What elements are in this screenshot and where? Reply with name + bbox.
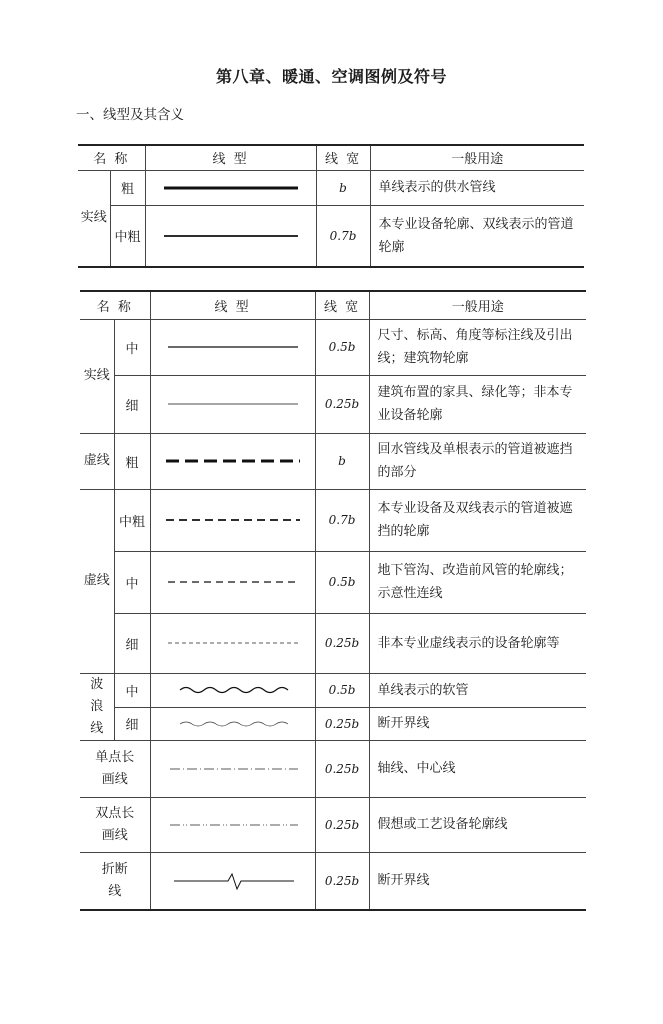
general-use: 非本专业虚线表示的设备轮廓等	[369, 613, 586, 673]
line-sample-solid-thin	[150, 375, 315, 433]
header-line-width: 线 宽	[316, 145, 370, 170]
general-use: 断开界线	[369, 852, 586, 910]
sub-name: 细	[114, 613, 150, 673]
table-row	[80, 673, 586, 707]
line-width: b	[315, 433, 369, 489]
sub-name: 中粗	[110, 205, 145, 267]
general-use: 地下管沟、改造前风管的轮廓线；示意性连线	[369, 551, 586, 613]
line-width: 0.25b	[315, 613, 369, 673]
line-type-table-1	[78, 144, 584, 268]
general-use: 回水管线及单根表示的管道被遮挡的部分	[369, 433, 586, 489]
table-row	[80, 707, 586, 740]
line-sample-dash-medium	[150, 489, 315, 551]
general-use: 假想或工艺设备轮廓线	[369, 797, 586, 852]
general-use: 建筑布置的家具、绿化等；非本专业设备轮廓	[369, 375, 586, 433]
header-line-type: 线 型	[150, 291, 315, 319]
group-name: 折断线	[80, 852, 150, 910]
line-sample-wave-thin	[150, 707, 315, 740]
general-use: 断开界线	[369, 707, 586, 740]
line-width: 0.5b	[315, 319, 369, 375]
table-row	[78, 205, 584, 267]
table-row	[78, 170, 584, 205]
header-general-use: 一般用途	[369, 291, 586, 319]
line-sample-dash-thick	[150, 433, 315, 489]
general-use: 轴线、中心线	[369, 740, 586, 797]
section-heading: 一、线型及其含义	[76, 107, 184, 123]
group-name: 波浪线	[80, 673, 114, 740]
group-name: 虚线	[80, 489, 114, 673]
sub-name: 中	[114, 673, 150, 707]
header-line-type: 线 型	[145, 145, 316, 170]
page-title: 第八章、暖通、空调图例及符号	[215, 67, 447, 86]
general-use: 单线表示的供水管线	[370, 170, 584, 205]
table-row	[80, 489, 586, 551]
group-name: 双点长画线	[80, 797, 150, 852]
general-use: 单线表示的软管	[369, 673, 586, 707]
general-use: 本专业设备轮廓、双线表示的管道轮廓	[370, 205, 584, 267]
table-header-row	[78, 145, 584, 170]
header-name: 名 称	[80, 291, 150, 319]
header-line-width: 线 宽	[315, 291, 369, 319]
line-width: 0.25b	[315, 707, 369, 740]
line-width: 0.7b	[315, 489, 369, 551]
sub-name: 中粗	[114, 489, 150, 551]
sub-name: 中	[114, 319, 150, 375]
general-use: 尺寸、标高、角度等标注线及引出线；建筑物轮廓	[369, 319, 586, 375]
table-row	[80, 613, 586, 673]
group-name: 虚线	[80, 433, 114, 489]
header-name: 名 称	[78, 145, 145, 170]
line-width: 0.5b	[315, 551, 369, 613]
table-row	[80, 433, 586, 489]
table-row	[80, 740, 586, 797]
group-name: 单点长画线	[80, 740, 150, 797]
sub-name: 中	[114, 551, 150, 613]
line-sample-break	[150, 852, 315, 910]
line-sample-solid-medium	[145, 205, 316, 267]
line-sample-wave-mid	[150, 673, 315, 707]
line-width: 0.25b	[315, 375, 369, 433]
line-sample-dash-thin	[150, 613, 315, 673]
line-sample-solid-mid	[150, 319, 315, 375]
line-width: 0.5b	[315, 673, 369, 707]
line-width: 0.25b	[315, 797, 369, 852]
table-row	[80, 319, 586, 375]
sub-name: 细	[114, 707, 150, 740]
line-width: 0.25b	[315, 852, 369, 910]
header-general-use: 一般用途	[370, 145, 584, 170]
sub-name: 粗	[110, 170, 145, 205]
table-header-row	[80, 291, 586, 319]
line-width: b	[316, 170, 370, 205]
sub-name: 细	[114, 375, 150, 433]
line-type-table-2	[80, 290, 586, 911]
line-sample-dash-dot-dot	[150, 797, 315, 852]
line-sample-solid-thick	[145, 170, 316, 205]
line-width: 0.7b	[316, 205, 370, 267]
line-sample-dash-dot	[150, 740, 315, 797]
line-width: 0.25b	[315, 740, 369, 797]
table-row	[80, 375, 586, 433]
group-name: 实线	[78, 170, 110, 267]
table-row	[80, 797, 586, 852]
line-sample-dash-mid	[150, 551, 315, 613]
table-row	[80, 852, 586, 910]
table-row	[80, 551, 586, 613]
group-name: 实线	[80, 319, 114, 433]
sub-name: 粗	[114, 433, 150, 489]
general-use: 本专业设备及双线表示的管道被遮挡的轮廓	[369, 489, 586, 551]
